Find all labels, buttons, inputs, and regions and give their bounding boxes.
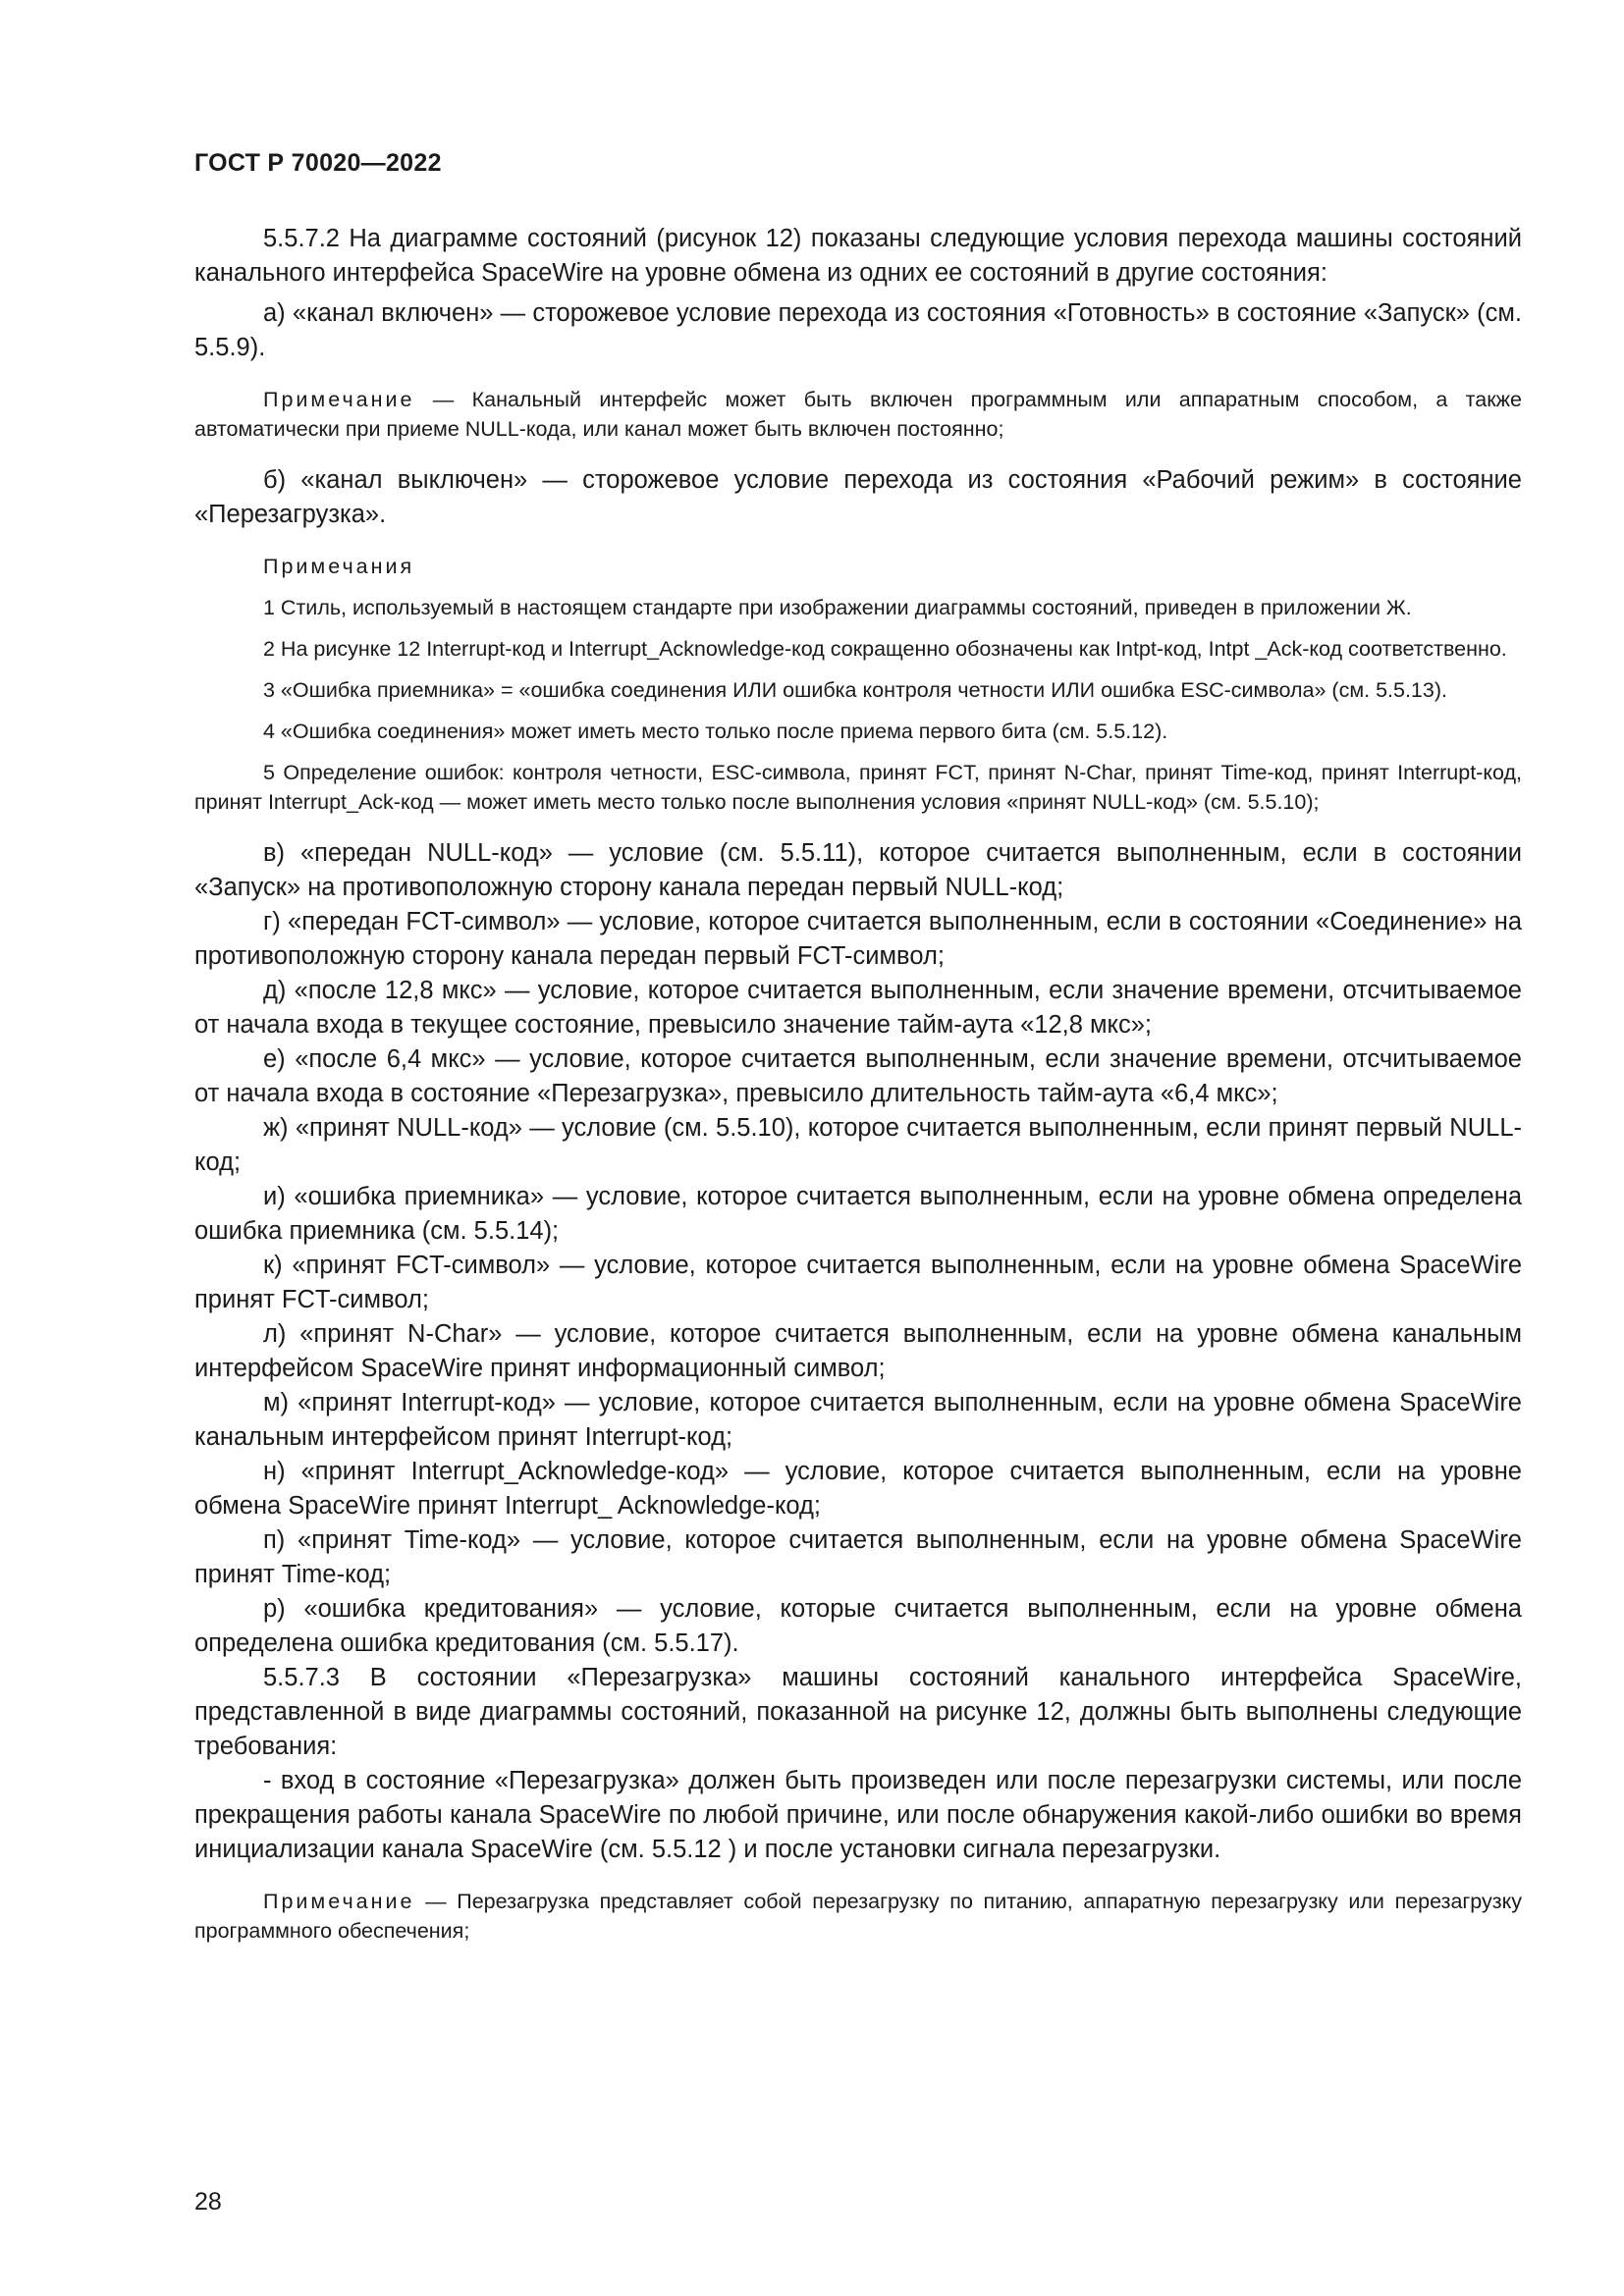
paragraph-text: д) «после 12,8 мкс» — условие, которое считается выполненным, если значение времени, отсчитываемое от начала входа в текущее состояние, превысило значение тайм-аута «12,8 мкс»; [194, 977, 1522, 1039]
body-paragraph [194, 1523, 1522, 1592]
body-paragraph [194, 1592, 1522, 1661]
note-label: Примечания [263, 555, 415, 578]
body-paragraph [194, 1111, 1522, 1180]
paragraph-text: к) «принят FCT-символ» — условие, которое считается выполненным, если на уровне обмена SpaceWire принят FCT-символ; [194, 1252, 1522, 1313]
body-paragraph [194, 463, 1522, 532]
note-paragraph [194, 717, 1522, 746]
paragraph-text: 3 «Ошибка приемника» = «ошибка соединения ИЛИ ошибка контроля четности ИЛИ ошибка ESC-символа» (см. 5.5.13). [263, 678, 1447, 702]
page-number: 28 [194, 2188, 222, 2216]
note-label: Примечание [263, 388, 415, 411]
note-label: Примечание [263, 1890, 415, 1913]
paragraph-text: 5.5.7.3 В состоянии «Перезагрузка» машины состояний канального интерфейса SpaceWire, представленной в виде диаграммы состояний, показанной на рисунке 12, должны быть выполнены следующие требования: [194, 1664, 1522, 1760]
body-paragraph [194, 905, 1522, 974]
paragraph-text: б) «канал выключен» — сторожевое условие перехода из состояния «Рабочий режим» в состояние «Перезагрузка». [194, 466, 1522, 528]
note-paragraph [194, 385, 1522, 444]
note-paragraph [194, 1887, 1522, 1946]
body-paragraph [194, 1249, 1522, 1317]
paragraph-text: л) «принят N-Char» — условие, которое считается выполненным, если на уровне обмена канальным интерфейсом SpaceWire принят информационный символ; [194, 1320, 1522, 1382]
paragraph-text: р) «ошибка кредитования» — условие, которые считается выполненным, если на уровне обмена определена ошибка кредитования (см. 5.5.17). [194, 1595, 1522, 1657]
note-paragraph [194, 593, 1522, 622]
body-paragraph [194, 1317, 1522, 1386]
paragraph-text: - вход в состояние «Перезагрузка» должен быть произведен или после перезагрузки системы, или после прекращения работы канала SpaceWire по любой причине, или после обнаружения какой-либо ошибки во время инициализации канала SpaceWire (см. 5.5.12 ) и после установки сигнала перезагрузки. [194, 1767, 1522, 1863]
body-paragraph [194, 1386, 1522, 1455]
body-paragraph [194, 1764, 1522, 1867]
paragraph-text: в) «передан NULL-код» — условие (см. 5.5.11), которое считается выполненным, если в состоянии «Запуск» на противоположную сторону канала передан первый NULL-код; [194, 839, 1522, 901]
paragraph-text: ж) «принят NULL-код» — условие (см. 5.5.10), которое считается выполненным, если принят первый NULL-код; [194, 1114, 1522, 1176]
body-paragraph [194, 836, 1522, 905]
document-body [194, 222, 1522, 1946]
document-header: ГОСТ Р 70020—2022 [194, 149, 442, 177]
body-paragraph [194, 1042, 1522, 1111]
paragraph-text: и) «ошибка приемника» — условие, которое считается выполненным, если на уровне обмена определена ошибка приемника (см. 5.5.14); [194, 1183, 1522, 1245]
note-paragraph [194, 552, 1522, 581]
paragraph-text: г) «передан FCT-символ» — условие, которое считается выполненным, если в состоянии «Соединение» на противоположную сторону канала передан первый FCT-символ; [194, 908, 1522, 970]
body-paragraph [194, 222, 1522, 291]
note-paragraph [194, 675, 1522, 705]
paragraph-text: — Перезагрузка представляет собой перезагрузку по питанию, аппаратную перезагрузку или перезагрузку программного обеспечения; [194, 1890, 1522, 1943]
paragraph-text: 1 Стиль, используемый в настоящем стандарте при изображении диаграммы состояний, приведен в приложении Ж. [263, 596, 1412, 619]
body-paragraph [194, 1180, 1522, 1249]
paragraph-text: 4 «Ошибка соединения» может иметь место только после приема первого бита (см. 5.5.12). [263, 720, 1168, 743]
note-paragraph [194, 634, 1522, 664]
paragraph-text: — Канальный интерфейс может быть включен программным или аппаратным способом, а также автоматически при приеме NULL-кода, или канал может быть включен постоянно; [194, 388, 1522, 441]
paragraph-text: н) «принят Interrupt_Acknowledge-код» — условие, которое считается выполненным, если на уровне обмена SpaceWire принят Interrupt_ Acknowledge-код; [194, 1458, 1522, 1520]
body-paragraph [194, 296, 1522, 365]
body-paragraph [194, 974, 1522, 1042]
paragraph-text: 5.5.7.2 На диаграмме состояний (рисунок 12) показаны следующие условия перехода машины состояний канального интерфейса SpaceWire на уровне обмена из одних ее состояний в другие состояния: [194, 225, 1522, 287]
paragraph-text: е) «после 6,4 мкс» — условие, которое считается выполненным, если значение времени, отсчитываемое от начала входа в состояние «Перезагрузка», превысило длительность тайм-аута «6,4 мкс»; [194, 1045, 1522, 1107]
body-paragraph [194, 1455, 1522, 1523]
paragraph-text: 5 Определение ошибок: контроля четности, ESC-символа, принят FCT, принят N-Char, принят Time-код, принят Interrupt-код, принят Interrupt_Ack-код — может иметь место только после выполнения условия «принят NULL-код» (см. 5.5.10); [194, 761, 1522, 814]
note-paragraph [194, 758, 1522, 817]
paragraph-text: 2 На рисунке 12 Interrupt-код и Interrupt_Acknowledge-код сокращенно обозначены как Intpt-код, Intpt _Ack-код соответственно. [263, 637, 1507, 661]
paragraph-text: м) «принят Interrupt-код» — условие, которое считается выполненным, если на уровне обмена SpaceWire канальным интерфейсом принят Interrupt-код; [194, 1389, 1522, 1451]
paragraph-text: а) «канал включен» — сторожевое условие перехода из состояния «Готовность» в состояние «Запуск» (см. 5.5.9). [194, 299, 1522, 361]
paragraph-text: п) «принят Time-код» — условие, которое считается выполненным, если на уровне обмена SpaceWire принят Time-код; [194, 1526, 1522, 1588]
body-paragraph [194, 1661, 1522, 1764]
